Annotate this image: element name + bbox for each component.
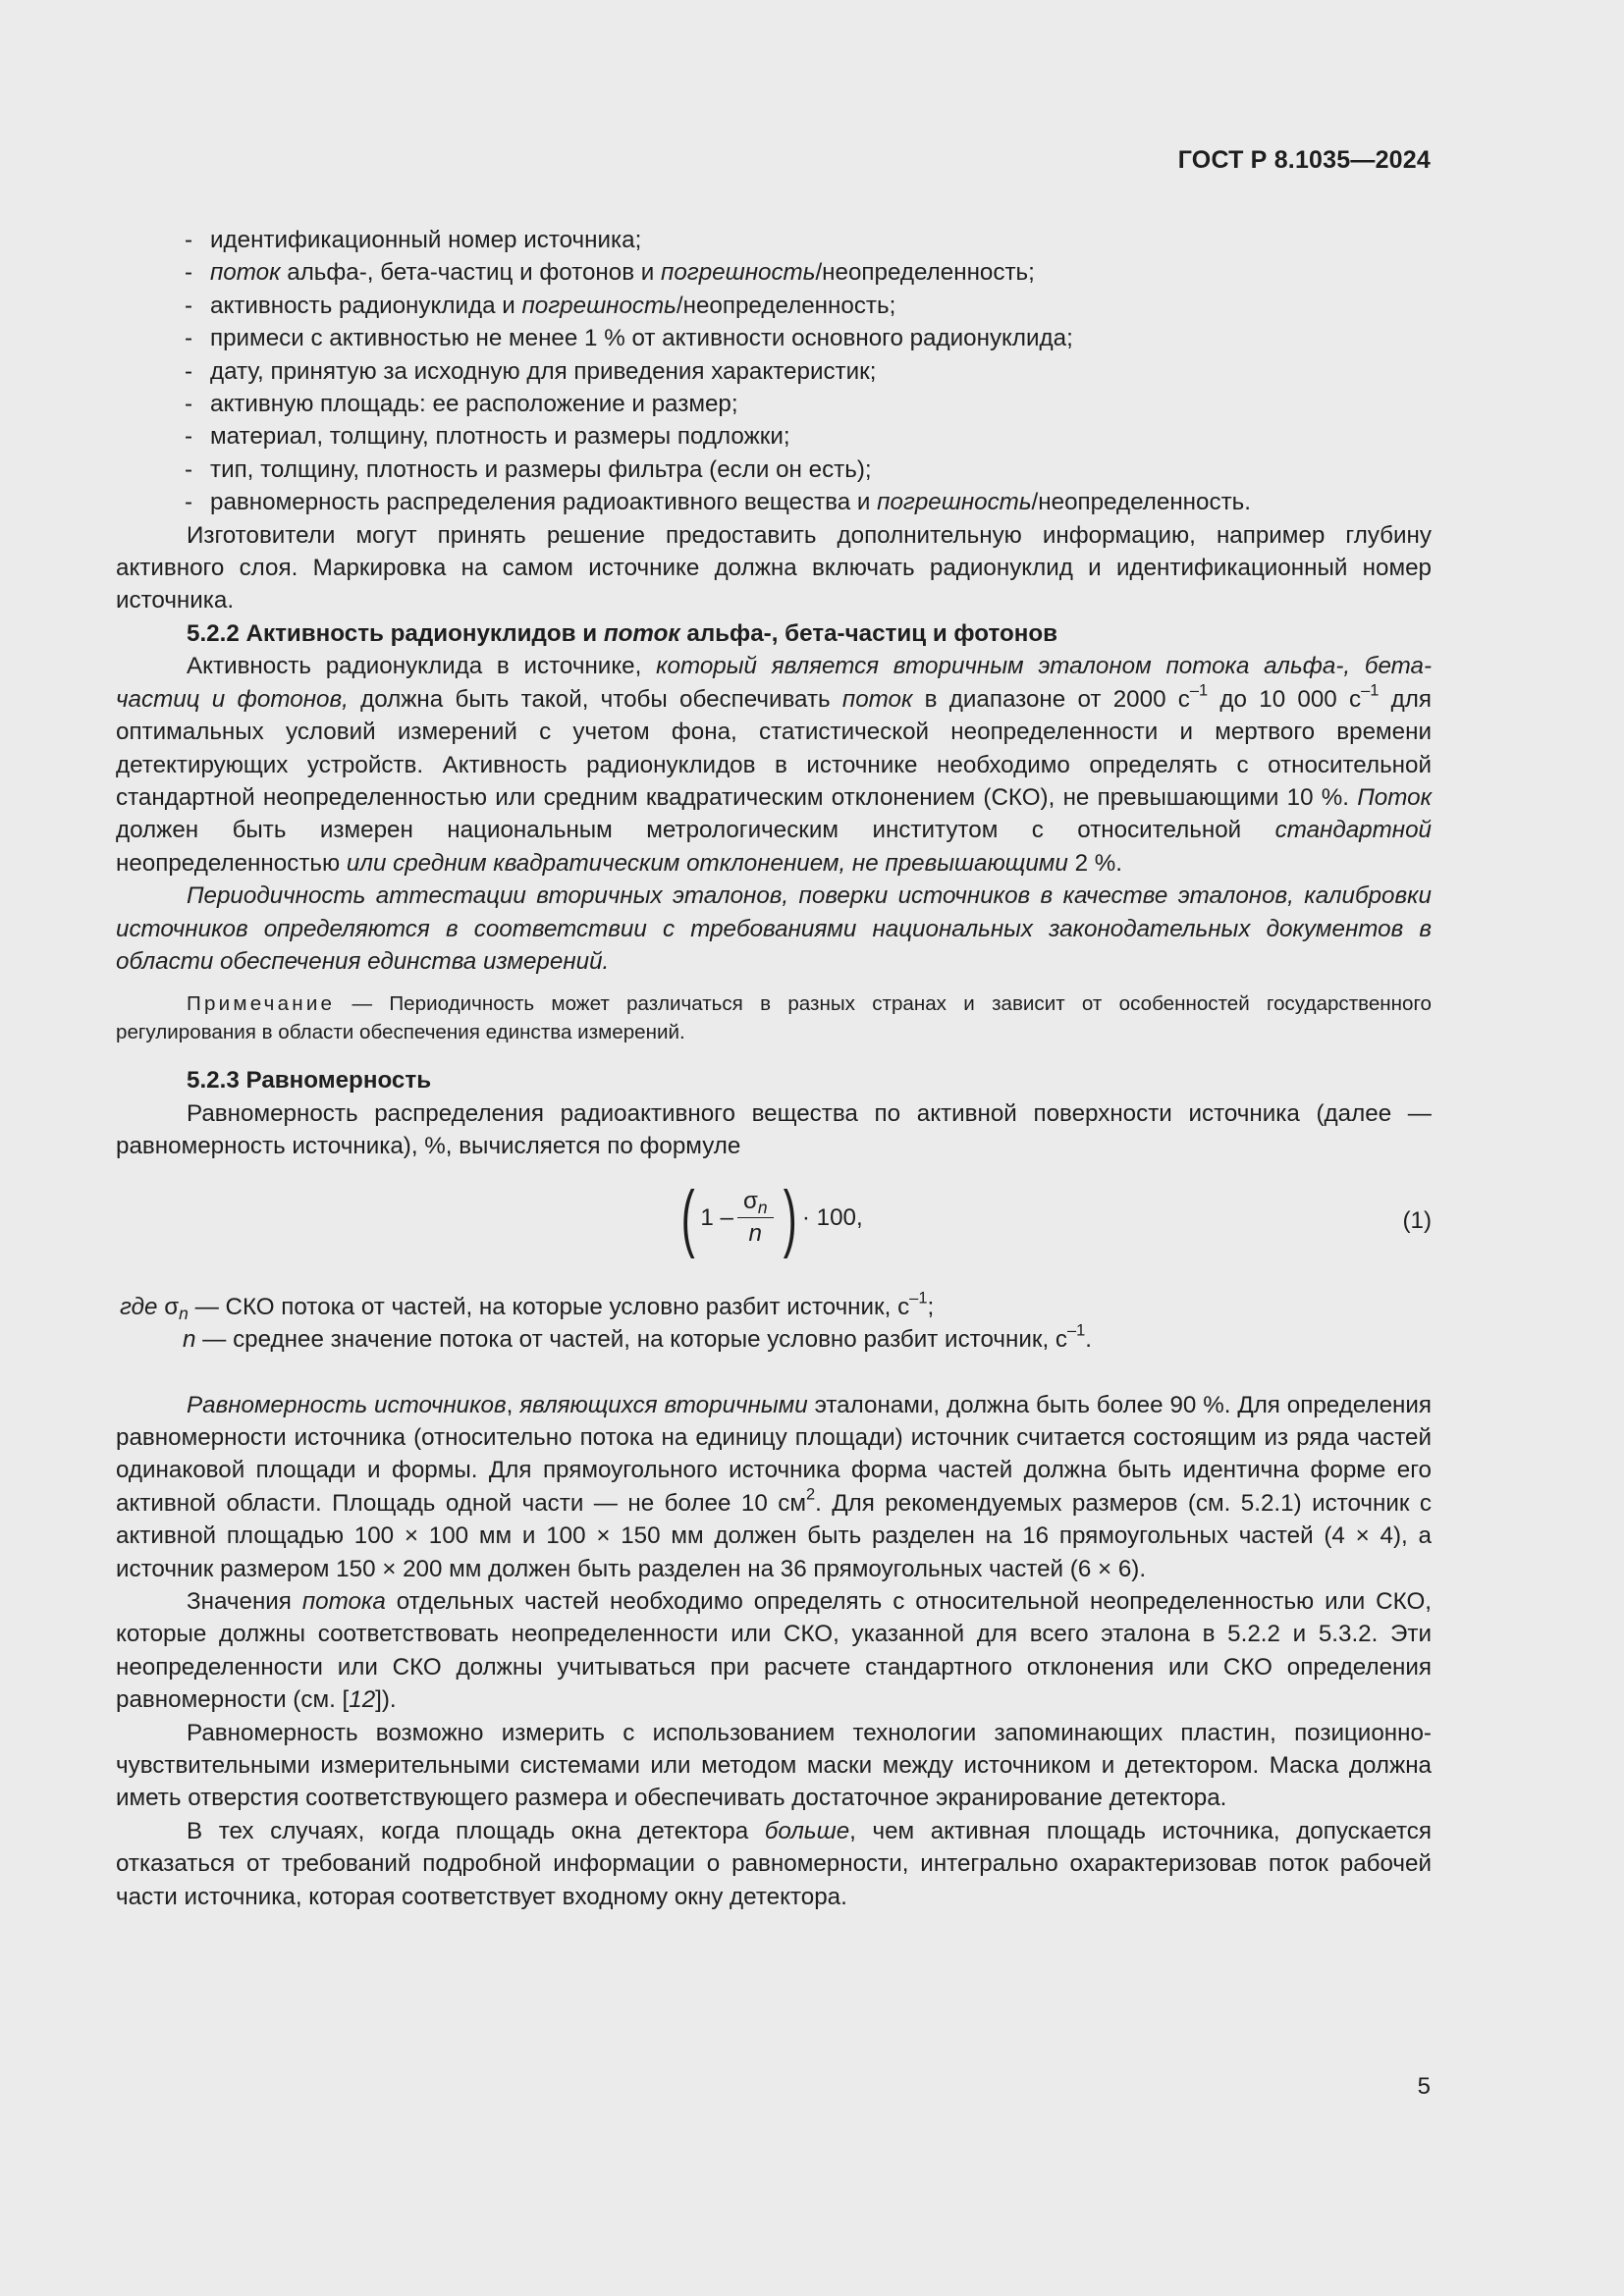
list-item: - материал, толщину, плотность и размеры подложки; — [116, 420, 1432, 453]
legend-sigma: где $\sigma_n$ — СКО потока от частей, на которые условно разбит источник, $с^{-1}$; — [120, 1289, 935, 1323]
paragraph-measurement-methods: Равномерность возможно измерить с использованием технологии запоминающих пластин, позиционно-чувствительными измерительными системами или методом маски между источником и детектором. Маска должна иметь отверстия соответствующего размера и обеспечивать достаточное экранирование детектора. — [116, 1719, 1432, 1812]
list-item: - активность радионуклида и погрешность/неопределенность; — [116, 290, 1432, 322]
document-header: ГОСТ Р 8.1035—2024 — [1177, 146, 1431, 174]
page-number: 5 — [1417, 2073, 1431, 2100]
list-item: - поток альфа-, бета-частиц и фотонов и погрешность/неопределенность; — [116, 256, 1432, 289]
list-item: - идентификационный номер источника; — [116, 224, 1432, 256]
note-label: Примечание — [187, 992, 336, 1016]
characteristics-list — [116, 224, 1432, 519]
section-heading-5-2-2: 5.2.2 Активность радионуклидов и поток альфа-, бета-частиц и фотонов — [187, 619, 1057, 647]
formula-fraction: $\frac{\sigma_n}{n}$ — [737, 1189, 774, 1247]
formula-legend — [116, 1291, 1432, 1360]
list-item: - дату, принятую за исходную для приведения характеристик; — [116, 355, 1432, 388]
paragraph-manufacturers: Изготовители могут принять решение предоставить дополнительную информацию, например глубину активного слоя. Маркировка на самом источнике должна включать радионуклид и идентификационный номер источника. — [116, 521, 1432, 614]
note: Примечание — Периодичность может различаться в разных странах и зависит от особенностей государственного регулирования в области обеспечения единства измерений. — [116, 992, 1432, 1044]
formula-right-paren: ) — [783, 1175, 797, 1259]
list-item: - равномерность распределения радиоактивного вещества и погрешность/неопределенность. — [116, 486, 1432, 518]
paragraph-detector-window: В тех случаях, когда площадь окна детектора больше, чем активная площадь источника, допускается отказаться от требований подробной информации о равномерности, интегрально охарактеризовав поток рабочей части источника, которая соответствует входному окну детектора. — [116, 1817, 1432, 1910]
page-content — [116, 224, 1432, 1913]
paragraph-activity: Активность радионуклида в источнике, который является вторичным эталоном потока альфа-, бета-частиц и фотонов, должна быть такой, чтобы обеспечивать поток в диапазоне от 2000 $с^{-1}$ до 10 000 $с^{-1}$ для оптимальных условий измерений с учетом фона, статистической неопределенности и мертвого времени детектирующих устройств. Активность радионуклидов в источнике необходимо определять с относительной стандартной неопределенностью или средним квадратическим отклонением (СКО), не превышающими 10 %. Поток должен быть измерен национальным метрологическим институтом с относительной стандартной неопределенностью или средним квадратическим отклонением, не превышающими 2 %. — [116, 653, 1433, 877]
paragraph-periodicity: Периодичность аттестации вторичных эталонов, поверки источников в качестве эталонов, калибровки источников определяются в соответствии с требованиями национальных законодательных документов в области обеспечения единства измерений. — [116, 882, 1432, 975]
paragraph-uniformity-secondary: Равномерность источников, являющихся вторичными эталонами, должна быть более 90 %. Для определения равномерности источника (относительно потока на единицу площади) источник считается состоящим из ряда частей одинаковой площади и формы. Для прямоугольного источника форма частей должна быть идентична форме его активной области. Площадь одной части — не более 10 $см^2$. Для рекомендуемых размеров (см. 5.2.1) источник с активной площадью 100 × 100 мм и 100 × 150 мм должен быть разделен на 16 прямоугольных частей (4 × 4), а источник размером 150 × 200 мм должен быть разделен на 36 прямоугольных частей (6 × 6). — [116, 1391, 1432, 1582]
formula-expression: ( 1 – $\frac{\sigma_n}{n}$ ) · 100, — [680, 1175, 863, 1259]
formula-1 — [116, 1165, 1432, 1291]
list-item: - активную площадь: ее расположение и размер; — [116, 388, 1432, 420]
legend-n: n — среднее значение потока от частей, на которые условно разбит источник, $с^{-1}$. — [183, 1321, 1093, 1353]
section-heading-5-2-3: 5.2.3 Равномерность — [187, 1067, 432, 1095]
list-item: - примеси с активностью не менее 1 % от активности основного радионуклида; — [116, 322, 1432, 354]
paragraph-flow-values: Значения потока отдельных частей необходимо определять с относительной неопределенностью или СКО, которые должны соответствовать неопределенности или СКО, указанной для всего эталона в 5.2.2 и 5.3.2. Эти неопределенности или СКО должны учитываться при расчете стандартного отклонения или СКО определения равномерности (см. [12]). — [116, 1588, 1432, 1714]
formula-left-paren: ( — [680, 1175, 695, 1259]
equation-number: (1) — [1402, 1206, 1432, 1234]
list-item: - тип, толщину, плотность и размеры фильтра (если он есть); — [116, 454, 1432, 486]
paragraph-uniformity-intro: Равномерность распределения радиоактивного вещества по активной поверхности источника (далее — равномерность источника), %, вычисляется по формуле — [116, 1099, 1432, 1160]
